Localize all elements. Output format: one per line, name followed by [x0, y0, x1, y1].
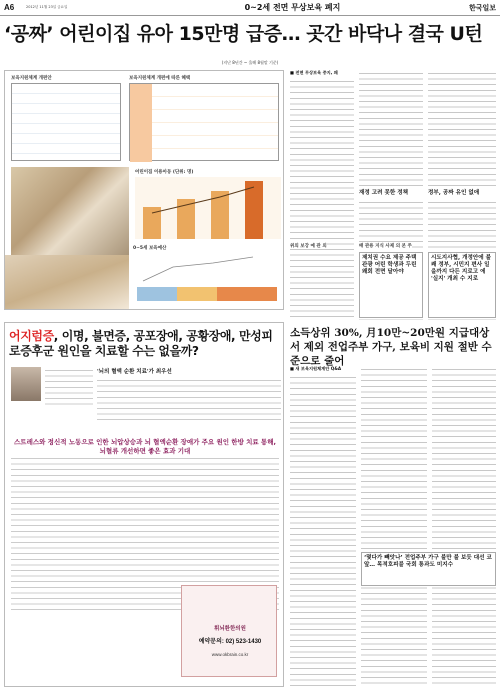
side-heading-2: 정부, 공짜 유인 없애	[428, 190, 496, 197]
page-header	[0, 0, 500, 16]
text-col-1	[290, 70, 354, 320]
clinic-name: 휘뇌환한의원	[214, 626, 246, 632]
text-col-6	[432, 366, 496, 687]
age-column	[130, 84, 152, 162]
ad-text-1	[45, 367, 93, 409]
lower-feature-title: ‘몇다가 빼앗나’ 전업주부 가구 불만 불 보듯 대선 코앞… 목적호피블 국회 통과도 미지수	[364, 555, 492, 568]
infographic	[4, 70, 284, 310]
chart-title: 어린이집 이용아동 (단위: 명)	[135, 170, 194, 175]
table-title: 보육지원체계 개편안	[11, 76, 52, 81]
feature-title-left: 제치권 수요 제공 주택관광 어린 학생과 두린 왜회 전면 달아야	[362, 255, 417, 275]
qa-heading: ■ 새 보육지원체계안 Q&A	[290, 366, 342, 371]
ad-headline	[9, 329, 281, 359]
ad-text-2	[97, 377, 281, 425]
headline-byline: (지난 8년간 ~ 올해 8월말 기준)	[221, 60, 279, 65]
body-text	[290, 374, 356, 687]
clinic-box	[181, 585, 277, 677]
section-heading: ■ 전면 무상보육 중지, 왜	[290, 70, 338, 75]
newspaper-brand: 한국일보	[468, 2, 496, 12]
qa-col	[290, 366, 356, 687]
ad-subtitle: 스트레스와 정신적 노동으로 인한 뇌압상승과 뇌 혈액순환 장애가 주요 원인 한방 치료 통해, 뇌혈류 개선하면 좋은 효과 기대	[14, 438, 276, 455]
tag-left: 위의 보강 예 관 외	[290, 244, 327, 249]
text-col-5	[361, 366, 427, 687]
lower-headline: 소득상위 30%, 月10만~20만원 지급대상서 제외 전업주부 가구, 보육비 지원 절반 수준으로 줄어	[290, 327, 492, 367]
ad-headline-red: 어지럼증	[9, 329, 54, 343]
benefit-table-title: 보육지원체계 개편에 따른 혜택	[129, 76, 191, 81]
ad-headline-rest: , 이명, 불면증, 공포장애, 공황장애, 만성피로증후군 원인을 치료할 수는 없을까?	[9, 329, 273, 358]
advertisement	[4, 322, 284, 687]
budget-legend: 0~5세 보육예산	[133, 246, 167, 251]
feature-box-right	[428, 252, 496, 318]
children-photo	[5, 255, 129, 309]
tag-right: 배 관용 지식 사제 의 본 주	[359, 244, 412, 249]
clinic-phone: 예약문의: 02) 523-1430	[198, 639, 262, 645]
budget-chart	[133, 253, 281, 305]
doctor-photo	[11, 367, 41, 401]
clinic-url: www.okbrain.co.kr	[211, 652, 249, 657]
support-table	[11, 83, 121, 161]
page-number: A6	[4, 3, 15, 12]
ad-doctor-title: '뇌의 혈액 순환 치료'가 최우선	[97, 369, 172, 375]
body-text	[290, 78, 354, 318]
side-heading-1: 재정 고려 못한 정책	[359, 190, 423, 197]
section-title: 0~2세 전면 무상보육 폐지	[244, 3, 341, 12]
classroom-photo	[11, 167, 129, 255]
body-text	[361, 366, 427, 687]
body-text	[432, 366, 496, 687]
bar-2012	[245, 181, 263, 239]
feature-box-left	[359, 252, 423, 318]
lower-feature-box	[361, 552, 496, 586]
feature-title-right: 시도지사협, 개정안에 불쾌 정부, 시민지 편사 일을까지 다든 지로고 에 '실지' 개최 수 지로	[431, 255, 492, 282]
benefit-table	[129, 83, 279, 161]
issue-date: 2012년 11월 23일 금요일	[26, 5, 68, 9]
main-headline: ‘공짜’ 어린이집 유아 15만명 급증… 곳간 바닥나 결국 U턴	[4, 23, 483, 45]
bar-chart	[135, 177, 281, 239]
